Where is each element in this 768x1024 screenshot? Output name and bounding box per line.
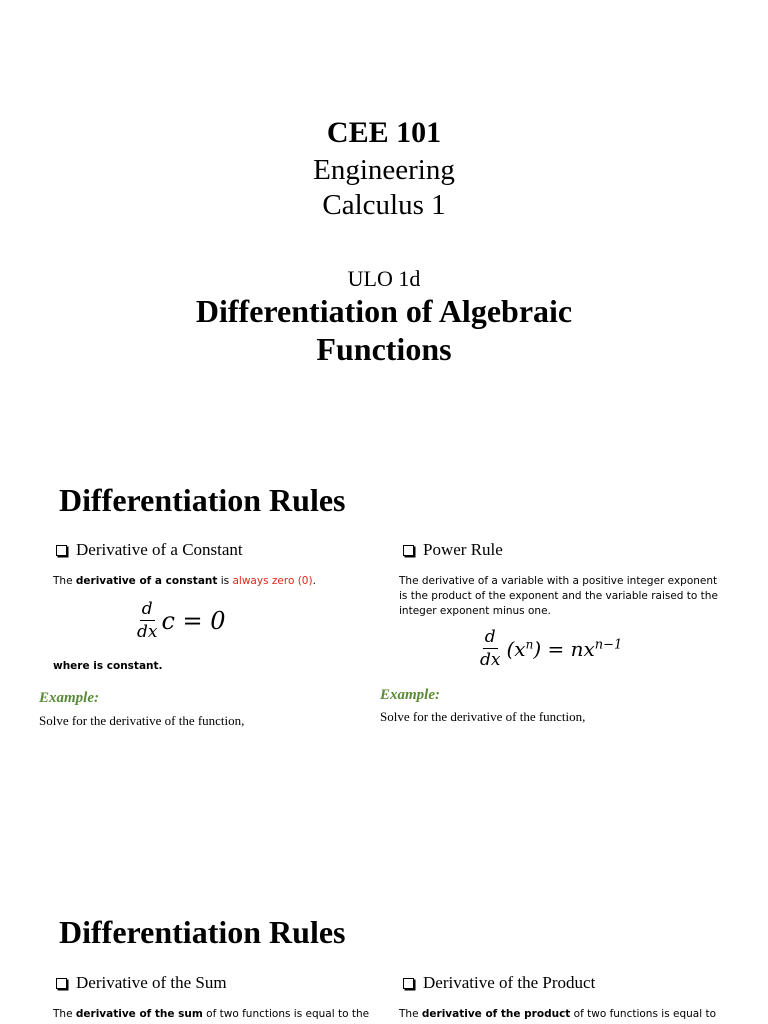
- course-name-line2: Calculus 1: [322, 189, 446, 221]
- product-text-post: of two functions is equal to: [570, 1008, 717, 1020]
- product-rule-text: [399, 1007, 739, 1022]
- topic-title-line2: Functions: [316, 331, 452, 367]
- heading-derivative-sum-label: Derivative of the Sum: [76, 973, 227, 992]
- constant-text-red: always zero (0): [232, 575, 313, 587]
- heading-power-rule: [403, 540, 503, 560]
- topic-title: [0, 292, 768, 368]
- constant-text-post: .: [312, 575, 316, 587]
- product-text-pre: The: [399, 1008, 422, 1020]
- power-exponent: n: [525, 636, 534, 651]
- ulo-label: ULO 1d: [347, 266, 421, 291]
- slide3-title: Differentiation Rules: [59, 914, 346, 950]
- fraction-numerator: d: [484, 627, 496, 647]
- example-label-right: Example:: [380, 687, 440, 703]
- heading-derivative-sum: [56, 973, 227, 993]
- d-dx-fraction: [480, 626, 500, 671]
- example-label-left: Example:: [39, 690, 99, 706]
- sum-rule-text: [53, 1007, 383, 1022]
- checkbox-icon: [403, 545, 414, 556]
- product-text-bold: derivative of the product: [421, 1008, 571, 1020]
- power-rule-formula: [480, 626, 622, 671]
- constant-formula-expr: c = 0: [161, 606, 226, 635]
- power-rhs-exponent: n−1: [594, 636, 623, 652]
- constant-formula: [137, 598, 226, 643]
- checkbox-icon: [56, 545, 67, 556]
- sum-text-bold: derivative of the sum: [75, 1008, 203, 1020]
- sum-text-post: of two functions is equal to the: [202, 1008, 370, 1020]
- checkbox-icon: [56, 978, 67, 989]
- power-rhs: ) = nx: [533, 636, 595, 661]
- course-code: CEE 101: [326, 116, 442, 149]
- checkbox-icon: [403, 978, 414, 989]
- heading-derivative-product-label: Derivative of the Product: [423, 973, 596, 992]
- power-base: (x: [506, 636, 526, 661]
- power-rule-text: The derivative of a variable with a positive integer exponent is the product of the exponent and the variable raised to the integer exponent minus one.: [399, 575, 718, 617]
- course-name-line1: Engineering: [313, 154, 455, 186]
- constant-rule-text: [53, 574, 373, 589]
- d-dx-fraction: [137, 598, 157, 643]
- fraction-denominator: dx: [137, 622, 158, 642]
- constant-note: where is constant.: [53, 660, 163, 672]
- constant-text-pre: The: [53, 575, 76, 587]
- example-text-right: Solve for the derivative of the function,: [380, 709, 586, 724]
- fraction-numerator: d: [141, 599, 153, 619]
- heading-power-rule-label: Power Rule: [423, 540, 503, 559]
- heading-derivative-constant-label: Derivative of a Constant: [76, 540, 243, 559]
- constant-text-bold: derivative of a constant: [75, 575, 218, 587]
- slide2-title: Differentiation Rules: [59, 482, 346, 518]
- fraction-denominator: dx: [480, 650, 501, 670]
- example-text-left: Solve for the derivative of the function,: [39, 713, 245, 728]
- constant-text-mid: is: [217, 575, 233, 587]
- topic-title-line1: Differentiation of Algebraic: [195, 293, 573, 329]
- heading-derivative-product: [403, 973, 595, 993]
- power-rule-expr: [506, 637, 622, 661]
- heading-derivative-constant: [56, 540, 243, 560]
- sum-text-pre: The: [53, 1008, 76, 1020]
